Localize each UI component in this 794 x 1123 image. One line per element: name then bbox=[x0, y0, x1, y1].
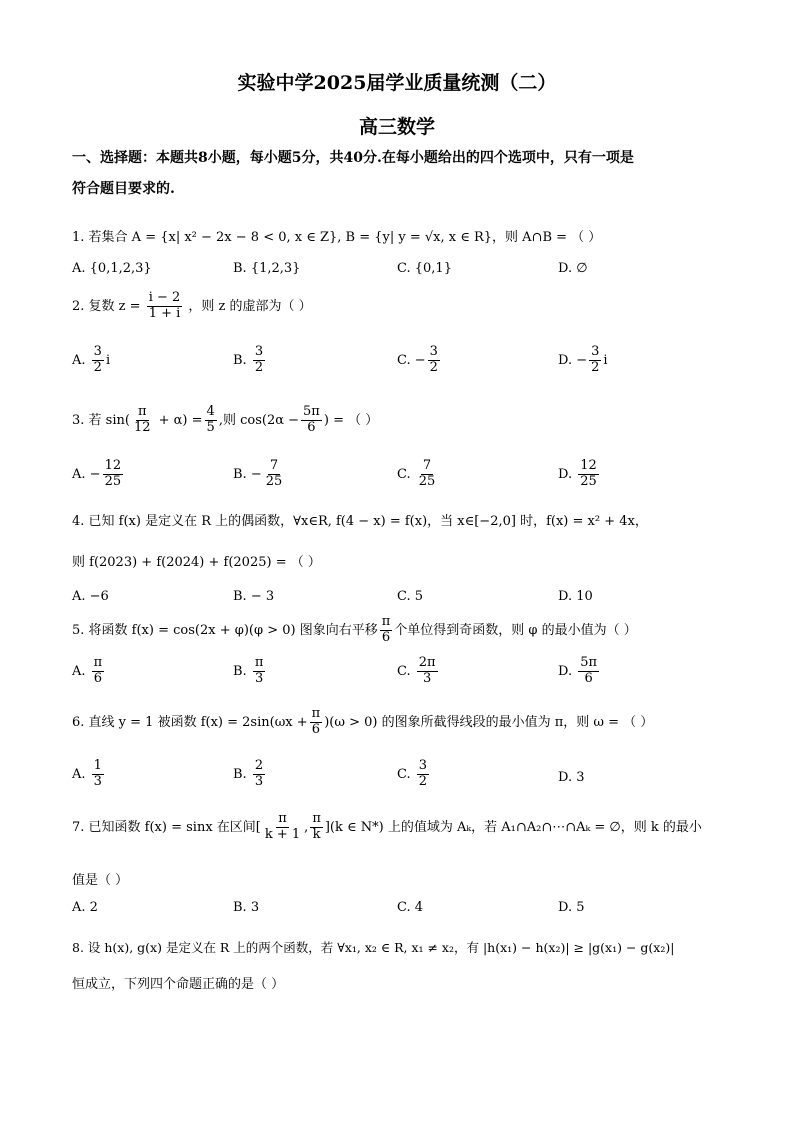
option-fraction bbox=[578, 459, 599, 490]
option-label: D. bbox=[558, 466, 573, 482]
question-8-stem-line1: 8. 设 h(x), g(x) 是定义在 R 上的两个函数，若 ∀x₁, x₂ ∈ R, x₁ ≠ x₂，有 |h(x₁) − h(x₂)| ≥ |g(x₁) − g(x₂)| bbox=[72, 940, 675, 955]
fraction-numerator: 1 bbox=[93, 758, 102, 773]
option-label: B. bbox=[233, 766, 247, 782]
option-label: A. bbox=[72, 352, 86, 368]
option-label: C. bbox=[397, 352, 411, 368]
fraction-numerator: 5π bbox=[303, 404, 320, 419]
question-7-stem-line2: 值是（ ） bbox=[72, 873, 129, 888]
fraction-denominator: 12 bbox=[133, 419, 151, 435]
fraction-numerator: i − 2 bbox=[148, 290, 181, 305]
exam-subtitle: 高三数学 bbox=[358, 116, 435, 138]
option-label: B. bbox=[233, 352, 247, 368]
question-1-option-b: B. {1,2,3} bbox=[233, 261, 301, 276]
question-5-option-b bbox=[233, 656, 267, 687]
fraction-denominator: 5 bbox=[206, 419, 215, 435]
fraction-numerator: π bbox=[381, 614, 391, 629]
option-sign: − bbox=[89, 466, 101, 482]
option-label: A. bbox=[72, 466, 86, 482]
question-1-option-c: C. {0,1} bbox=[397, 261, 452, 276]
fraction-denominator: k + 1 bbox=[264, 826, 301, 842]
option-label: B. bbox=[233, 466, 247, 482]
fraction-numerator: π bbox=[311, 706, 321, 721]
option-label: D. bbox=[558, 663, 573, 679]
option-fraction bbox=[92, 759, 104, 790]
stem-fraction bbox=[380, 615, 393, 646]
fraction-denominator: 1 + i bbox=[148, 305, 181, 321]
fraction-numerator: π bbox=[312, 811, 321, 826]
question-7-stem-line1 bbox=[72, 812, 702, 843]
stem-fraction bbox=[205, 405, 217, 436]
question-5-stem bbox=[72, 615, 637, 646]
question-8-stem-line2: 恒成立，下列四个命题正确的是（ ） bbox=[72, 977, 285, 992]
fraction-numerator: 3 bbox=[93, 344, 102, 359]
fraction-numerator: 12 bbox=[104, 458, 122, 473]
fraction-denominator: 2 bbox=[429, 359, 438, 375]
question-5-option-d bbox=[558, 656, 601, 687]
fraction-numerator: 5π bbox=[580, 655, 598, 670]
question-4-option-a: A. −6 bbox=[72, 589, 109, 604]
option-fraction bbox=[103, 459, 124, 490]
fraction-numerator: 3 bbox=[429, 344, 438, 359]
section-heading-line1: 一、选择题：本题共8小题，每小题5分，共40分.在每小题给出的四个选项中，只有一项是 bbox=[72, 150, 634, 166]
fraction-numerator: 7 bbox=[269, 458, 279, 473]
fraction-denominator: 2 bbox=[93, 359, 102, 375]
option-fraction bbox=[428, 345, 440, 376]
option-label: B. bbox=[233, 663, 247, 679]
stem-part: 个单位得到奇函数，则 φ 的最小值为（ ） bbox=[394, 622, 637, 638]
question-5-option-c bbox=[397, 656, 440, 687]
question-1-stem: 1. 若集合 A = {x| x² − 2x − 8 < 0, x ∈ Z}, B = {y| y = √x, x ∈ R}，则 A∩B = （ ） bbox=[72, 230, 602, 245]
option-fraction bbox=[253, 759, 265, 790]
question-4-stem-line2: 则 f(2023) + f(2024) + f(2025) = （ ） bbox=[72, 555, 321, 570]
fraction-numerator: 3 bbox=[591, 344, 600, 359]
section-heading-line2: 符合题目要求的. bbox=[72, 181, 175, 197]
option-label: A. bbox=[72, 766, 86, 782]
question-4-option-d: D. 10 bbox=[558, 589, 593, 604]
option-fraction bbox=[253, 345, 265, 376]
option-tail: i bbox=[105, 352, 111, 368]
question-2-option-b bbox=[233, 345, 267, 376]
question-7-option-b: B. 3 bbox=[233, 900, 260, 915]
question-2-option-c bbox=[397, 345, 442, 376]
fraction-denominator: 6 bbox=[381, 629, 391, 645]
option-fraction bbox=[417, 759, 429, 790]
question-3-option-b bbox=[233, 459, 286, 490]
fraction-denominator: 3 bbox=[254, 773, 264, 789]
question-6-option-d: D. 3 bbox=[558, 770, 585, 785]
option-label: C. bbox=[397, 466, 411, 482]
fraction-denominator: 6 bbox=[307, 419, 316, 435]
fraction-numerator: 12 bbox=[580, 458, 597, 473]
question-5-option-a bbox=[72, 656, 106, 687]
fraction-numerator: 3 bbox=[418, 758, 428, 773]
question-3-option-d bbox=[558, 459, 601, 490]
question-6-stem bbox=[72, 707, 653, 738]
fraction-denominator: 6 bbox=[584, 670, 593, 686]
stem-part: + α) = bbox=[154, 412, 203, 428]
fraction-numerator: π bbox=[278, 811, 287, 826]
fraction-numerator: 2 bbox=[254, 758, 264, 773]
option-fraction bbox=[578, 656, 599, 687]
fraction-denominator: 25 bbox=[418, 473, 436, 489]
question-6-option-c bbox=[397, 759, 431, 790]
fraction-denominator: 3 bbox=[423, 670, 432, 686]
stem-part: ,则 cos(2α − bbox=[218, 412, 300, 428]
exam-title: 实验中学2025届学业质量统测（二） bbox=[237, 72, 557, 94]
stem-part: 5. 将函数 f(x) = cos(2x + φ)(φ > 0) 图象向右平移 bbox=[72, 622, 378, 638]
fraction-denominator: 6 bbox=[93, 670, 103, 686]
question-3-option-a bbox=[72, 459, 125, 490]
stem-fraction bbox=[132, 405, 153, 436]
option-tail: i bbox=[603, 352, 608, 368]
question-2-stem bbox=[72, 291, 312, 322]
stem-part: ](k ∈ N*) 上的值域为 Aₖ，若 A₁∩A₂∩⋯∩Aₖ = ∅，则 k 的最小 bbox=[324, 819, 702, 835]
question-3-option-c bbox=[397, 459, 439, 490]
question-7-option-a: A. 2 bbox=[72, 900, 98, 915]
option-fraction bbox=[253, 656, 266, 687]
option-fraction bbox=[264, 459, 285, 490]
question-1-option-a: A. {0,1,2,3} bbox=[72, 261, 152, 276]
fraction-denominator: 25 bbox=[104, 473, 122, 489]
question-4-option-b: B. − 3 bbox=[233, 589, 275, 604]
fraction-numerator: 7 bbox=[422, 458, 432, 473]
stem-fraction bbox=[301, 405, 322, 436]
option-fraction bbox=[589, 345, 601, 376]
fraction-denominator: 6 bbox=[311, 721, 321, 737]
question-1-option-d: D. ∅ bbox=[558, 261, 588, 276]
question-2-stem-suffix: ，则 z 的虚部为（ ） bbox=[188, 298, 312, 314]
option-fraction bbox=[92, 656, 105, 687]
fraction-numerator: 3 bbox=[254, 344, 264, 359]
stem-part: , bbox=[304, 819, 309, 835]
question-2-option-a bbox=[72, 345, 110, 376]
option-label: C. bbox=[397, 766, 411, 782]
stem-part: ) = （ ） bbox=[323, 412, 379, 428]
question-6-option-a bbox=[72, 759, 106, 790]
fraction-denominator: 2 bbox=[418, 773, 428, 789]
stem-part: )(ω > 0) 的图象所截得线段的最小值为 π，则 ω = （ ） bbox=[324, 714, 654, 730]
fraction-numerator: π bbox=[93, 655, 103, 670]
option-fraction bbox=[417, 459, 438, 490]
question-6-option-b bbox=[233, 759, 267, 790]
fraction-numerator: π bbox=[137, 404, 147, 419]
fraction-numerator: 4 bbox=[206, 404, 215, 419]
fraction-denominator: 2 bbox=[254, 359, 264, 375]
option-sign: − bbox=[414, 352, 426, 368]
question-3-stem bbox=[72, 405, 378, 436]
fraction-denominator: 2 bbox=[591, 359, 600, 375]
stem-fraction bbox=[310, 707, 323, 738]
option-label: D. bbox=[558, 352, 573, 368]
question-4-option-c: C. 5 bbox=[397, 589, 424, 604]
option-label: C. bbox=[397, 663, 411, 679]
option-fraction bbox=[92, 345, 104, 376]
stem-fraction bbox=[263, 812, 302, 843]
question-7-option-d: D. 5 bbox=[558, 900, 585, 915]
option-sign: − bbox=[250, 466, 262, 482]
question-4-stem-line1: 4. 已知 f(x) 是定义在 R 上的偶函数，∀x∈R, f(4 − x) = f(x)，当 x∈[−2,0] 时，f(x) = x² + 4x， bbox=[72, 514, 648, 529]
fraction-denominator: 3 bbox=[93, 773, 102, 789]
fraction-denominator: 3 bbox=[254, 670, 264, 686]
question-7-option-c: C. 4 bbox=[397, 900, 424, 915]
stem-part: 7. 已知函数 f(x) = sinx 在区间[ bbox=[72, 819, 261, 835]
stem-part: 3. 若 sin( bbox=[72, 412, 130, 428]
question-2-stem-prefix: 2. 复数 z = bbox=[72, 298, 141, 314]
option-fraction bbox=[417, 656, 438, 687]
stem-fraction bbox=[310, 812, 323, 843]
question-2-fraction bbox=[147, 291, 183, 322]
fraction-denominator: 25 bbox=[265, 473, 283, 489]
fraction-numerator: 2π bbox=[418, 655, 436, 670]
fraction-denominator: k bbox=[312, 826, 321, 842]
option-label: A. bbox=[72, 663, 86, 679]
fraction-numerator: π bbox=[254, 655, 264, 670]
option-sign: − bbox=[576, 352, 588, 368]
stem-part: 6. 直线 y = 1 被函数 f(x) = 2sin(ωx + bbox=[72, 714, 308, 730]
fraction-denominator: 25 bbox=[580, 473, 597, 489]
question-2-option-d bbox=[558, 345, 608, 376]
